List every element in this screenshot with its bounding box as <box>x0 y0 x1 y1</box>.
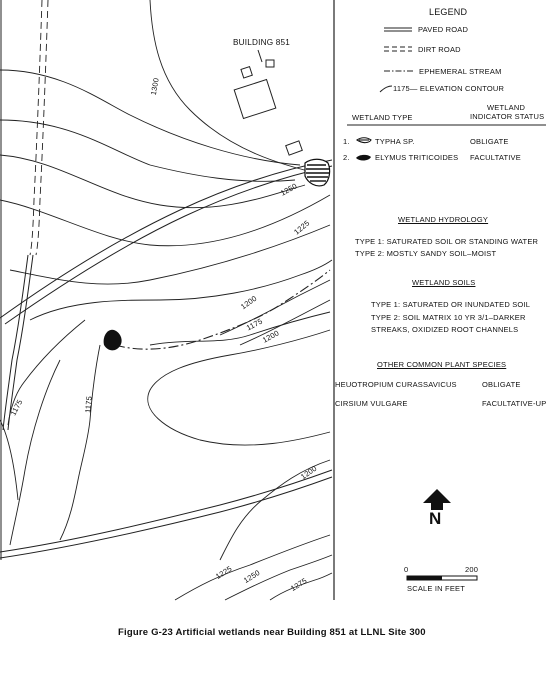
wetland-status-header-1: WETLAND <box>487 103 526 112</box>
building-small-b <box>266 60 274 67</box>
hydrology-type-2: TYPE 2: MOSTLY SANDY SOIL–MOIST <box>355 249 497 258</box>
scale-bar-label: SCALE IN FEET <box>407 584 466 593</box>
wetland-row-1-species: TYPHA SP. <box>375 137 415 146</box>
contour-lower-a <box>148 330 330 445</box>
dirt-roads <box>30 0 48 255</box>
soils-type-2-line-1: TYPE 2: SOIL MATRIX 10 YR 3/1–DARKER <box>371 313 526 322</box>
contour-label-1175-b: 1175 <box>8 397 25 418</box>
contour-label-1250-bottom: 1250 <box>241 568 262 585</box>
legend-item-ephemeral-stream: EPHEMERAL STREAM <box>419 67 502 76</box>
elymus-blob-icon <box>356 155 371 161</box>
hydrology-title: WETLAND HYDROLOGY <box>398 215 489 224</box>
dirt-road-vertical-b <box>36 0 48 255</box>
contour-far-left <box>0 420 18 500</box>
legend-title: LEGEND <box>429 7 468 17</box>
wetland-row-2-status: FACULTATIVE <box>470 153 521 162</box>
contour-1300 <box>150 0 325 175</box>
contour-1200 <box>30 260 332 320</box>
wetland-elymus-area <box>104 330 122 351</box>
contour-label-1225-bottom: 1225 <box>213 564 234 581</box>
building-small-c <box>286 141 303 155</box>
other-species-title: OTHER COMMON PLANT SPECIES <box>377 360 507 369</box>
building-851-pointer <box>258 50 262 62</box>
other-species-row-2-status: FACULTATIVE-UP <box>482 399 547 408</box>
figure-caption: Figure G-23 Artificial wetlands near Building 851 at LLNL Site 300 <box>118 627 426 638</box>
typha-hatch-icon <box>357 138 371 143</box>
legend-item-dirt-road: DIRT ROAD <box>418 45 461 54</box>
dirt-road-vertical-a <box>30 0 42 255</box>
legend-contour-symbol <box>380 86 392 92</box>
building-label: BUILDING 851 <box>233 38 291 47</box>
north-arrow-letter: N <box>429 509 442 528</box>
wetland-row-1-num: 1. <box>343 137 350 146</box>
other-species-row-1-status: OBLIGATE <box>482 380 521 389</box>
contour-left-b <box>10 360 60 545</box>
contour-label-1225: 1225 <box>292 218 312 237</box>
contour-label-1275-bottom: 1275 <box>288 576 309 593</box>
wetland-row-2-num: 2. <box>343 153 350 162</box>
wetland-typha-area <box>305 159 330 186</box>
contour-upper-b <box>0 120 295 181</box>
scale-bar <box>407 576 477 580</box>
paved-road-bottom-a <box>0 470 332 552</box>
other-species-row-2-name: CIRSIUM VULGARE <box>335 399 408 408</box>
wetland-status-header-2: INDICATOR STATUS <box>470 112 545 121</box>
contour-label-1250: 1250 <box>278 181 299 198</box>
contour-label-1300: 1300 <box>148 77 161 96</box>
paved-road-diagonal-a <box>0 160 332 318</box>
scale-bar-start: 0 <box>404 565 409 574</box>
legend-symbols <box>380 28 414 92</box>
legend-item-elevation-contour: 1175— ELEVATION CONTOUR <box>393 84 505 93</box>
hydrology-type-1: TYPE 1: SATURATED SOIL OR STANDING WATER <box>355 237 539 246</box>
buildings <box>234 50 302 155</box>
paved-road-bottom-b <box>0 477 332 558</box>
contour-1225-bottom <box>175 535 330 600</box>
contour-mid-a <box>10 225 330 284</box>
soils-title: WETLAND SOILS <box>412 278 476 287</box>
contour-label-1200-a: 1200 <box>239 293 259 312</box>
wetland-row-1-status: OBLIGATE <box>470 137 509 146</box>
contour-1250-bottom <box>225 555 332 600</box>
contour-1200-lower-right <box>220 460 330 560</box>
contour-label-1175-c: 1175 <box>83 395 94 414</box>
contour-label-1200-b: 1200 <box>260 328 281 345</box>
north-arrow-icon <box>423 489 451 510</box>
scale-bar-end: 200 <box>465 565 479 574</box>
other-species-row-1-name: HEUOTROPIUM CURASSAVICUS <box>335 380 457 389</box>
contour-1225 <box>0 195 330 246</box>
wetland-row-2-species: ELYMUS TRITICOIDES <box>375 153 459 162</box>
ephemeral-stream <box>115 270 330 349</box>
building-small-a <box>241 67 252 78</box>
building-851-main <box>234 79 276 118</box>
soils-type-2-line-2: STREAKS, OXIDIZED ROOT CHANNELS <box>371 325 519 334</box>
legend-item-paved-road: PAVED ROAD <box>418 25 469 34</box>
contour-label-1200-c: 1200 <box>299 463 319 482</box>
contour-1175-mid <box>60 345 100 540</box>
wetland-type-header: WETLAND TYPE <box>352 113 413 122</box>
contour-label-1175-a: 1175 <box>244 316 265 333</box>
soils-type-1: TYPE 1: SATURATED OR INUNDATED SOIL <box>371 300 531 309</box>
contour-1200-lower <box>150 312 330 345</box>
